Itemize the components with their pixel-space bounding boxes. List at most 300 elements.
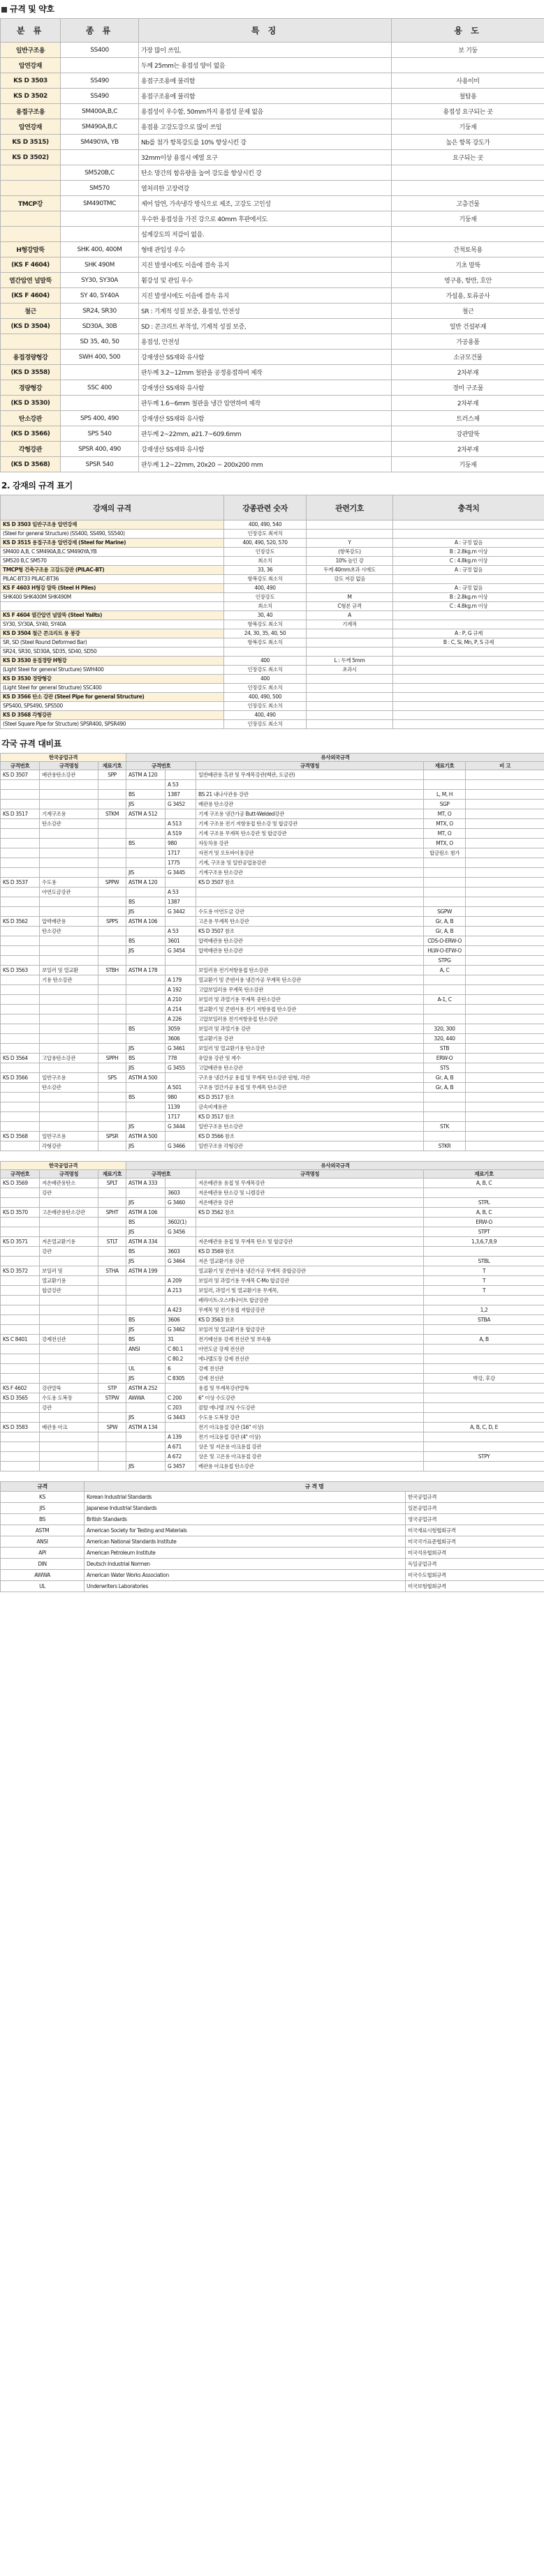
table-row	[1, 1141, 544, 1151]
table-cell	[40, 985, 98, 995]
table-row	[1, 1044, 544, 1054]
table-cell: BS 21 내나사관용 강관	[196, 790, 424, 800]
table-cell: 가공용품	[392, 334, 544, 350]
table-row	[1, 1208, 544, 1218]
table-cell: UL	[1, 1581, 84, 1592]
table-cell: 지진 발생시에도 이음에 결속 유지	[139, 288, 392, 304]
table-row	[1, 790, 544, 800]
table-cell	[466, 780, 544, 790]
table-cell: KS	[1, 1492, 84, 1503]
table-cell: SR24, SR30, SD30A, SD35, SD40, SD50	[1, 647, 224, 657]
table-cell: 24, 30, 35, 40, 50	[224, 629, 307, 638]
table-cell	[1, 1044, 40, 1054]
table-cell: KS D 3563 참조	[196, 1315, 424, 1325]
table-cell: 저온배관용탄소	[40, 1178, 98, 1188]
table-row	[1, 1286, 544, 1296]
table-row	[1, 548, 544, 557]
table-cell: SGP	[424, 800, 466, 809]
table-cell: 영국공업규격	[406, 1514, 544, 1525]
table-cell: 판두께 2~22mm, ø21.7~609.6mm	[139, 426, 392, 442]
table-cell: 3606	[166, 1315, 196, 1325]
table-cell	[196, 780, 424, 790]
table-cell	[393, 530, 544, 539]
table-cell: STPG	[424, 956, 466, 966]
table-cell: AWWA	[126, 1393, 166, 1403]
table-cell	[424, 888, 466, 897]
table-row	[1, 1559, 544, 1570]
table-row	[1, 1570, 544, 1581]
section-spec-abbrev	[0, 0, 544, 472]
table-cell: A, B, C	[424, 1178, 544, 1188]
table-cell	[166, 878, 196, 888]
table-cell: G 3457	[166, 1462, 196, 1472]
table-cell: A 501	[166, 1083, 196, 1093]
table-cell: L, M, H	[424, 790, 466, 800]
table-cell	[1, 936, 40, 946]
table-cell: SS490	[61, 89, 139, 104]
col-header: 충격치	[393, 495, 544, 521]
table-cell: Nb를 첨가 항복강도를 10% 향상시킨 강	[139, 135, 392, 150]
table-cell: ASTM A 512	[126, 809, 166, 819]
table-row	[1, 1354, 544, 1364]
table-row	[1, 611, 544, 620]
table-cell: ASTM A 120	[126, 878, 166, 888]
table-cell: 열교환기 및 콘덴서용 냉간가공 무계목 탄소강관	[196, 975, 424, 985]
table-row	[1, 1257, 544, 1266]
table-row	[1, 1014, 544, 1024]
table-cell: 400	[224, 657, 307, 666]
table-cell: ASTM A 178	[126, 966, 166, 975]
table-cell: 높은 항복 강도가	[392, 135, 544, 150]
table-row	[1, 1276, 544, 1286]
table-cell	[466, 1122, 544, 1132]
table-cell	[126, 819, 166, 829]
table-cell	[1, 927, 40, 936]
table-cell	[61, 211, 139, 227]
table-cell: SPS 540	[61, 426, 139, 442]
table-row	[1, 104, 544, 119]
table-row	[1, 196, 544, 211]
table-cell: 1387	[166, 790, 196, 800]
table-row	[1, 1442, 544, 1452]
col-header: 재료기호	[424, 1170, 544, 1178]
table-cell: 2차부재	[392, 396, 544, 411]
table-cell: SM520B,C	[61, 165, 139, 181]
table-cell: TMCP형 건축구조용 고강도강관 (PILAC-BT)	[1, 566, 224, 575]
table-cell: Y	[307, 539, 393, 548]
table-cell: ASTM A 106	[126, 917, 166, 927]
table-cell	[1, 1034, 40, 1044]
col-header: 특 징	[139, 19, 392, 43]
table-row	[1, 1403, 544, 1413]
table-cell: L : 두께 5mm	[307, 657, 393, 666]
table-cell: 고압보일러용 전기저항용접 탄소강관	[196, 1014, 424, 1024]
table-cell	[61, 227, 139, 242]
table-cell	[98, 936, 126, 946]
table-cell	[98, 985, 126, 995]
table-cell: KS D 3571	[1, 1237, 40, 1247]
table-cell: 고압배관용 탄소강관	[196, 1063, 424, 1073]
table-cell: 일반구조용	[1, 43, 61, 58]
table-cell: 콜탈 에나멜 코팅 수도강관	[196, 1403, 424, 1413]
table-cell: JIS	[126, 1257, 166, 1266]
table-row	[1, 809, 544, 819]
table-cell	[40, 790, 98, 800]
table-cell	[126, 1112, 166, 1122]
table-cell: A : 규정 없음	[393, 584, 544, 593]
table-cell	[98, 946, 126, 956]
table-cell: (KS D 3530)	[1, 396, 61, 411]
table-cell: ASTM A 334	[126, 1237, 166, 1247]
table-cell: G 3444	[166, 1122, 196, 1132]
table-cell: G 3455	[166, 1063, 196, 1073]
table-cell	[126, 848, 166, 858]
table-cell	[466, 1024, 544, 1034]
table-cell: 400, 490	[224, 584, 307, 593]
table-row	[1, 1305, 544, 1315]
table-cell	[40, 1122, 98, 1132]
table-cell: SHK 490M	[61, 257, 139, 273]
table-cell: BS	[126, 1093, 166, 1102]
table-cell: 기계 구조용 전기 저항용접 탄소강 및 합금강관	[196, 819, 424, 829]
table-row	[1, 878, 544, 888]
table-cell	[1, 1257, 40, 1266]
table-cell: 구조용 냉간가공 용접 및 무계목 탄소강관 원형, 각관	[196, 1073, 424, 1083]
table-cell: A 213	[166, 1286, 196, 1296]
table-cell: 강재생산 SS재와 유사함	[139, 350, 392, 365]
table-cell	[392, 58, 544, 73]
table-cell	[196, 897, 424, 907]
table-cell: SD 35, 40, 50	[61, 334, 139, 350]
table-cell: 3059	[166, 1024, 196, 1034]
table-cell	[40, 1227, 98, 1237]
table-cell	[40, 1112, 98, 1122]
table-cell: A 672	[166, 1452, 196, 1462]
table-cell	[307, 684, 393, 693]
table-cell	[61, 365, 139, 380]
table-row	[1, 638, 544, 647]
table-cell	[1, 1413, 40, 1423]
table-cell: T	[424, 1276, 544, 1286]
table-cell: 인장강도 최소치	[224, 720, 307, 729]
table-cell	[40, 1305, 98, 1315]
table-cell	[126, 1276, 166, 1286]
table-cell	[1, 1364, 40, 1374]
table-cell	[40, 868, 98, 878]
table-cell	[392, 181, 544, 196]
table-cell	[466, 1054, 544, 1063]
table-cell	[1, 211, 61, 227]
table-row	[1, 1122, 544, 1132]
table-row	[1, 1005, 544, 1014]
table-cell	[98, 1364, 126, 1374]
table-cell: KS D 3517	[1, 809, 40, 819]
table-cell	[126, 1432, 166, 1442]
table-cell: 독일공업규격	[406, 1559, 544, 1570]
col-header: 규 격 명	[84, 1482, 544, 1492]
table-cell: JIS	[126, 1044, 166, 1054]
table-cell	[1, 1462, 40, 1472]
table-cell: (KS F 4604)	[1, 288, 61, 304]
table-cell: 기둥재	[392, 119, 544, 135]
table-cell: G 3460	[166, 1198, 196, 1208]
table-cell	[1, 1345, 40, 1354]
table-row	[1, 1198, 544, 1208]
table-row	[1, 1063, 544, 1073]
table-cell: KS D 3570	[1, 1208, 40, 1218]
table-cell	[466, 829, 544, 839]
table-cell	[40, 1462, 98, 1472]
table-cell	[166, 1423, 196, 1432]
table-cell	[126, 888, 166, 897]
table-row	[1, 257, 544, 273]
table-cell: 강재생산 SS재와 유사함	[139, 411, 392, 426]
table-cell: A 519	[166, 829, 196, 839]
table-row	[1, 1503, 544, 1514]
table-cell: 고층건물	[392, 196, 544, 211]
table-cell	[393, 611, 544, 620]
table-cell	[1, 1024, 40, 1034]
notation-table	[0, 495, 544, 729]
table-row	[1, 211, 544, 227]
table-cell	[166, 1296, 196, 1305]
table-cell: 탄소 망간의 함유량을 높여 강도를 향상시킨 강	[139, 165, 392, 181]
table-cell: (KS F 4604)	[1, 257, 61, 273]
table-cell: 일반 건설부재	[392, 319, 544, 334]
table-cell	[424, 1132, 466, 1141]
table-cell: KS D 3562	[1, 917, 40, 927]
table-row	[1, 868, 544, 878]
col-header: 분 류	[1, 19, 61, 43]
table-cell: American Petroleum Institute	[84, 1548, 406, 1559]
table-cell	[98, 1335, 126, 1345]
table-cell	[166, 1132, 196, 1141]
table-cell	[424, 1325, 544, 1335]
table-cell	[98, 829, 126, 839]
col-header: 비 고	[466, 762, 544, 770]
table-cell: STHA	[98, 1266, 126, 1276]
table-cell: STKR	[424, 1141, 466, 1151]
table-cell	[466, 1132, 544, 1141]
table-cell	[126, 1305, 166, 1315]
table-cell: 영구용, 항만, 호안	[392, 273, 544, 288]
table-cell: 가장 많이 쓰임,	[139, 43, 392, 58]
table-cell: KS D 3530 용접경량 H형강	[1, 657, 224, 666]
table-row	[1, 1514, 544, 1525]
table-cell	[40, 800, 98, 809]
table-cell: B : C, Si, Mn, P, S 규제	[393, 638, 544, 647]
table-cell	[98, 868, 126, 878]
table-cell: Deutsch Industrial Normen	[84, 1559, 406, 1570]
table-cell: SY 40, SY40A	[61, 288, 139, 304]
table-row	[1, 1102, 544, 1112]
table-row	[1, 1452, 544, 1462]
table-cell	[466, 868, 544, 878]
table-cell	[466, 1083, 544, 1093]
table-cell	[466, 878, 544, 888]
table-cell	[466, 1093, 544, 1102]
table-cell: STPT	[424, 1227, 544, 1237]
table-cell: 6" 이상 수도강관	[196, 1393, 424, 1403]
table-cell: American National Standards Institute	[84, 1536, 406, 1548]
table-cell: BS	[126, 790, 166, 800]
table-cell	[424, 1364, 544, 1374]
table-row	[1, 1536, 544, 1548]
table-cell	[307, 629, 393, 638]
table-cell	[40, 1296, 98, 1305]
table-cell: 수도용	[40, 878, 98, 888]
table-cell: SPPS	[98, 917, 126, 927]
table-cell: G 3443	[166, 1413, 196, 1423]
table-cell: 전기배선용 강제 전선관 및 부속품	[196, 1335, 424, 1345]
table-cell: 인장강도 최소치	[224, 684, 307, 693]
table-cell	[1, 1122, 40, 1132]
table-cell: SGPW	[424, 907, 466, 917]
table-cell	[126, 1005, 166, 1014]
table-cell	[98, 1325, 126, 1335]
table-cell	[393, 666, 544, 675]
table-row	[1, 135, 544, 150]
table-row	[1, 165, 544, 181]
table-cell: 각형강관	[40, 1141, 98, 1151]
table-cell	[466, 985, 544, 995]
table-row	[1, 1335, 544, 1345]
table-row	[1, 1393, 544, 1403]
table-cell	[424, 1354, 544, 1364]
table-cell: STKM	[98, 809, 126, 819]
table-cell: 강재생산 SS재와 유사함	[139, 442, 392, 457]
table-cell: 용접구조용	[1, 104, 61, 119]
table-cell: A, B, C, D, E	[424, 1423, 544, 1432]
table-cell: ASTM A 500	[126, 1132, 166, 1141]
table-cell: 가설용, 토류공사	[392, 288, 544, 304]
table-row	[1, 181, 544, 196]
table-cell: 778	[166, 1054, 196, 1063]
table-cell	[40, 1345, 98, 1354]
table-cell: SD30A, 30B	[61, 319, 139, 334]
table-cell: JIS	[126, 1063, 166, 1073]
table-cell: 수도용 아연도금 강관	[196, 907, 424, 917]
table-cell: 열교환기용	[40, 1276, 98, 1286]
table-cell	[40, 1102, 98, 1112]
table-cell	[98, 790, 126, 800]
table-cell: STBA	[424, 1315, 544, 1325]
table-row	[1, 985, 544, 995]
table-cell: CDS-O-ERW-O	[424, 936, 466, 946]
table-cell	[393, 702, 544, 711]
table-cell: (Steel for general Structure) (SS400, SS490, SS540)	[1, 530, 224, 539]
table-cell	[98, 1188, 126, 1198]
table-cell: 2차부재	[392, 442, 544, 457]
table-cell: 압력배관용	[40, 917, 98, 927]
table-cell	[126, 829, 166, 839]
table-row	[1, 1227, 544, 1237]
table-cell: SR : 기계적 성질 보증, 용접성, 안전성	[139, 304, 392, 319]
table-cell	[40, 1442, 98, 1452]
table-cell: JIS	[126, 1413, 166, 1423]
table-cell	[1, 829, 40, 839]
table-cell	[196, 1227, 424, 1237]
table-cell: 두께 25mm는 용접성 양이 없음	[139, 58, 392, 73]
table-cell	[392, 165, 544, 181]
table-cell	[166, 809, 196, 819]
table-cell	[466, 848, 544, 858]
table-cell	[40, 1432, 98, 1442]
table-cell	[1, 858, 40, 868]
table-cell	[40, 1354, 98, 1364]
table-cell: 배관용 아크용접 탄소강관	[196, 1462, 424, 1472]
section-title: 각국 규격 대비표	[1, 739, 61, 749]
table-cell: STB	[424, 1044, 466, 1054]
table-cell: 저온열교환기용	[40, 1237, 98, 1247]
table-cell: 배관용 아크	[40, 1423, 98, 1432]
table-cell	[126, 1014, 166, 1024]
table-cell: STP	[98, 1384, 126, 1393]
table-row	[1, 530, 544, 539]
table-cell	[126, 1188, 166, 1198]
table-cell: 아연도금 강제 전선관	[196, 1345, 424, 1354]
table-row	[1, 1325, 544, 1335]
table-cell: T	[424, 1266, 544, 1276]
table-row	[1, 1073, 544, 1083]
table-cell: KS D 3566 참조	[196, 1132, 424, 1141]
table-cell	[393, 647, 544, 657]
table-cell: 간척토목용	[392, 242, 544, 257]
table-cell	[466, 927, 544, 936]
table-cell	[166, 1073, 196, 1083]
table-cell	[1, 1112, 40, 1122]
table-cell: 인장강도 최저치	[224, 530, 307, 539]
table-cell: 에나멜도장 강제 전선관	[196, 1354, 424, 1364]
table-cell	[307, 702, 393, 711]
table-row	[1, 1024, 544, 1034]
table-cell	[126, 1442, 166, 1452]
table-cell	[1, 1432, 40, 1442]
table-cell: KS D 3530 경량형강	[1, 675, 224, 684]
table-cell: KS D 3517 참조	[196, 1093, 424, 1102]
table-cell: 저온배관용 탄소강 및 니켈강관	[196, 1188, 424, 1198]
table-cell	[466, 975, 544, 985]
table-cell: 1387	[166, 897, 196, 907]
table-cell: JIS	[126, 1122, 166, 1132]
table-cell	[98, 800, 126, 809]
korean-standard-header: 한국공업규격	[1, 1162, 126, 1170]
table-cell	[40, 858, 98, 868]
table-cell: KS D 3566 탄소 강관 (Steel Pipe for general Structure)	[1, 693, 224, 702]
table-cell: JIS	[126, 1227, 166, 1237]
table-cell: A 139	[166, 1432, 196, 1442]
table-cell	[126, 1354, 166, 1364]
table-row	[1, 150, 544, 165]
table-row	[1, 304, 544, 319]
table-row	[1, 711, 544, 720]
table-cell: 강제전선관	[40, 1335, 98, 1345]
table-cell	[424, 1345, 544, 1354]
table-cell	[424, 878, 466, 888]
table-row	[1, 1525, 544, 1536]
table-cell: ASTM	[1, 1525, 84, 1536]
table-row	[1, 1581, 544, 1592]
table-cell: 두께 40mm초과 시에도	[307, 566, 393, 575]
table-cell	[98, 1462, 126, 1472]
table-cell: 보일러용 전기저항용접 탄소강관	[196, 966, 424, 975]
table-cell	[466, 790, 544, 800]
table-cell	[98, 1276, 126, 1286]
table-cell: BS	[126, 897, 166, 907]
table-cell	[424, 1413, 544, 1423]
table-cell: ERW-O	[424, 1218, 544, 1227]
table-cell: A-1, C	[424, 995, 466, 1005]
